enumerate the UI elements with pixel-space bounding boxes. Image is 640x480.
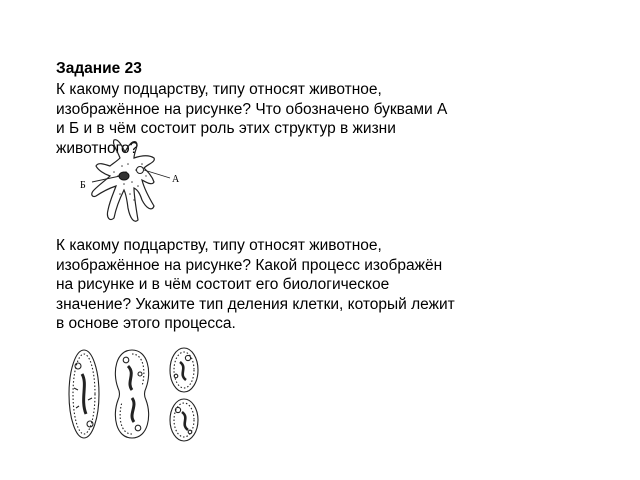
question-2-line: в основе этого процесса. [56, 315, 236, 332]
question-2-line: изображённое на рисунке? Какой процесс изображён [56, 256, 443, 274]
paramecium-daughter-cell-top [170, 348, 198, 392]
question-1-line: К какому подцарству, типу относят животное, [56, 81, 382, 98]
question-1-line: изображённое на рисунке? Что обозначено буквами А [56, 100, 448, 118]
nucleus-structure [119, 172, 129, 180]
question-2-line: на рисунке и в чём состоит его биологическое [56, 276, 390, 293]
question-2 [56, 236, 476, 334]
paramecium-division-illustration [62, 344, 222, 444]
question-1-line: животного? [56, 139, 139, 157]
paramecium-daughter-cell-bottom [170, 399, 198, 441]
task-title: Задание 23 [56, 60, 142, 77]
question-1-line: и Б и в чём состоит роль этих структур в жизни [56, 120, 396, 137]
label-a: А [172, 174, 180, 185]
question-2-line: К какому подцарству, типу относят животное, [56, 237, 382, 254]
question-2-line: значение? Укажите тип деления клетки, который лежит [56, 295, 455, 313]
amoeba-illustration [62, 136, 192, 228]
paramecium-cell-2 [115, 350, 148, 438]
paramecium-cell-1 [69, 350, 99, 438]
vacuole-structure [137, 167, 144, 174]
label-b: Б [80, 180, 86, 191]
